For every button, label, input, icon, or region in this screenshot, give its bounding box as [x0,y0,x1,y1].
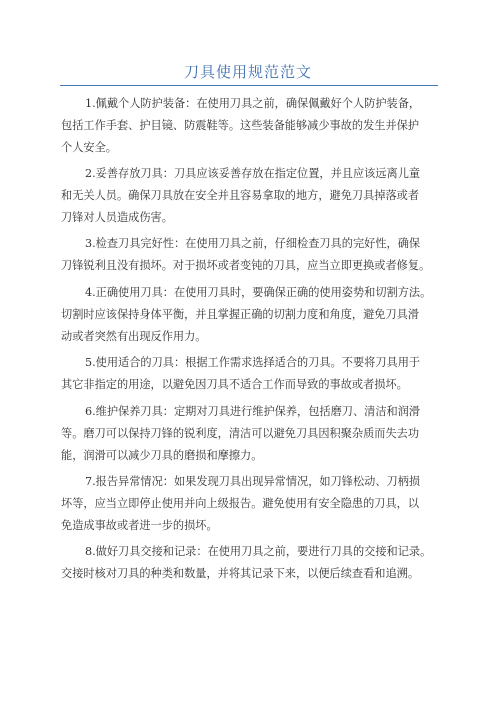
paragraph-line: 其它非指定的用途，以避免因刀具不适合工作而导致的事故或者损坏。 [61,378,408,391]
title-underline [60,85,438,86]
document-title: 刀具使用规范范文 [183,63,312,81]
paragraph-line: 包括工作手套、护目镜、防震鞋等。这些装备能够减少事故的发生并保护 [61,119,420,132]
paragraph-line: 5.使用适合的刀具：根据工作需求选择适合的刀具。不要将刀具用于 [85,356,421,369]
paragraph-8 [61,541,451,585]
paragraph-5 [61,352,451,396]
paragraph-line: 交接时核对刀具的种类和数量，并将其记录下来，以便后续查看和追溯。 [61,567,420,580]
paragraph-line: 刀锋对人员造成伤害。 [61,211,173,224]
paragraph-line: 和无关人员。确保刀具放在安全并且容易拿取的地方，避免刀具掉落或者 [61,189,420,202]
paragraph-line: 8.做好刀具交接和记录：在使用刀具之前，要进行刀具的交接和记录。 [85,545,432,558]
paragraph-line: 动或者突然有出现反作用力。 [61,330,207,343]
paragraph-line: 个人安全。 [61,141,117,154]
paragraph-line: 3.检查刀具完好性：在使用刀具之前，仔细检查刀具的完好性，确保 [85,237,421,250]
paragraph-line: 1.佩戴个人防护装备：在使用刀具之前，确保佩戴好个人防护装备， [85,97,421,110]
paragraph-line: 4.正确使用刀具：在使用刀具时，要确保正确的使用姿势和切割方法。 [85,286,432,299]
paragraph-1 [61,93,451,159]
paragraph-2 [61,163,451,229]
paragraph-line: 6.维护保养刀具：定期对刀具进行维护保养，包括磨刀、清洁和润滑 [85,405,421,418]
paragraph-line: 2.妥善存放刀具：刀具应该妥善存放在指定位置，并且应该远离儿童 [85,167,421,180]
paragraph-4 [61,282,451,348]
paragraph-line: 等。磨刀可以保持刀锋的锐利度，清洁可以避免刀具因积聚杂质而失去功 [61,427,420,440]
paragraph-line: 能，润滑可以减少刀具的磨损和摩擦力。 [61,449,263,462]
paragraph-line: 切割时应该保持身体平衡，并且掌握正确的切割力度和角度，避免刀具滑 [61,308,420,321]
paragraph-3 [61,233,451,277]
paragraph-6 [61,401,451,467]
paragraph-line: 坏等，应当立即停止使用并向上级报告。避免使用有安全隐患的刀具，以 [61,497,420,510]
paragraph-line: 免造成事故或者进一步的损坏。 [61,519,218,532]
paragraph-7 [61,471,451,537]
paragraph-line: 刀锋锐利且没有损坏。对于损坏或者变钝的刀具，应当立即更换或者修复。 [61,259,431,272]
paragraph-line: 7.报告异常情况：如果发现刀具出现异常情况，如刀锋松动、刀柄损 [85,475,421,488]
